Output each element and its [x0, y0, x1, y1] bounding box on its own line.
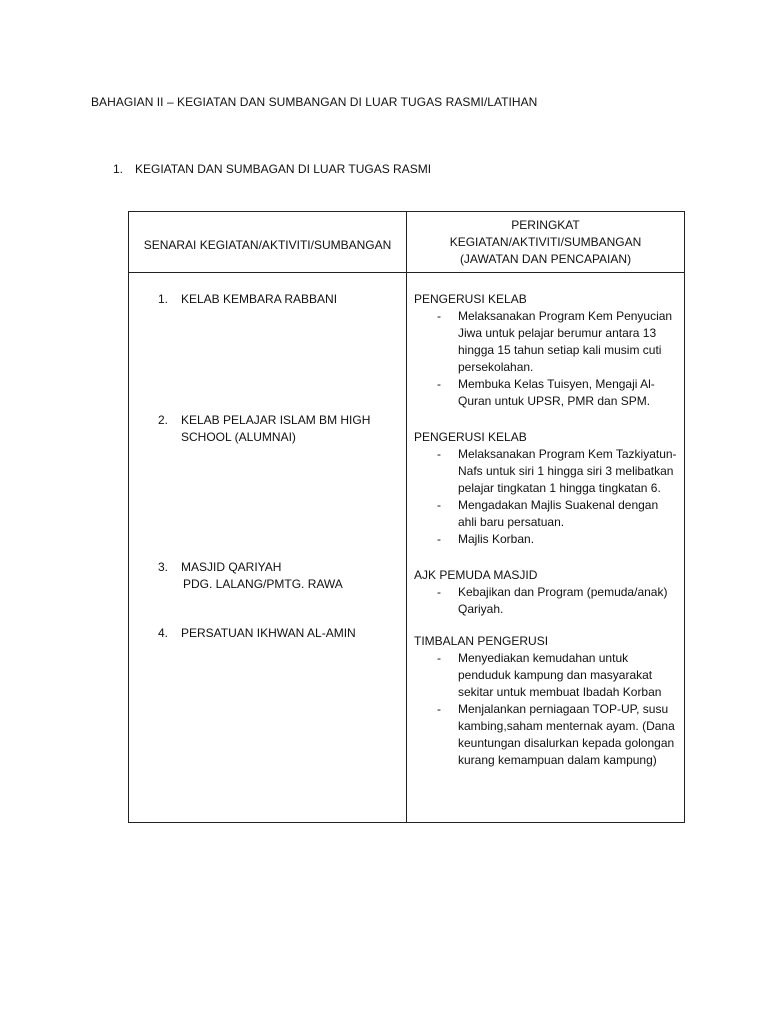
bullet-text: Menjalankan perniagaan TOP-UP, susu kambing,saham menternak ayam. (Dana keuntungan disalurkan kepada golongan kurang kemampuan dalam kampung) [458, 702, 675, 767]
list-item [414, 650, 678, 701]
list-item [414, 497, 678, 531]
section-number: 1. [113, 162, 124, 176]
dash-bullet: - [437, 702, 441, 716]
role-title: PENGERUSI KELAB [414, 292, 527, 306]
table-row [129, 273, 685, 823]
bullet-text: Menyediakan kemudahan untuk penduduk kampung dan masyarakat sekitar untuk membuat Ibadah Korban [458, 651, 662, 699]
section-heading [113, 162, 431, 176]
item-name: MASJID QARIYAH [181, 560, 282, 574]
role-title: PENGERUSI KELAB [414, 430, 527, 444]
list-item [414, 446, 678, 497]
level-block [407, 567, 684, 618]
dash-bullet: - [437, 651, 441, 665]
header-level-line2: KEGIATAN/AKTIVITI/SUMBANGAN [449, 234, 642, 249]
activity-item [129, 559, 406, 593]
section-title: KEGIATAN DAN SUMBAGAN DI LUAR TUGAS RASMI [135, 162, 432, 176]
bullet-text: Melaksanakan Program Kem Tazkiyatun-Nafs untuk siri 1 hingga siri 3 melibatkan pelajar tingkatan 1 hingga tingkatan 6. [458, 447, 677, 495]
bullet-list [414, 308, 678, 410]
header-level-line1: PERINGKAT [511, 217, 580, 232]
list-item [414, 701, 678, 769]
list-item [414, 376, 678, 410]
bullet-list [414, 650, 678, 769]
role-title: TIMBALAN PENGERUSI [414, 634, 549, 648]
header-activity-list: SENARAI KEGIATAN/AKTIVITI/SUMBANGAN [129, 212, 407, 273]
list-item [414, 531, 678, 548]
bullet-list [414, 446, 678, 548]
dash-bullet: - [437, 498, 441, 512]
activity-item [129, 291, 406, 308]
dash-bullet: - [437, 532, 441, 546]
bullet-text: Mengadakan Majlis Suakenal dengan ahli baru persatuan. [458, 498, 659, 529]
header-level-line3: (JAWATAN DAN PENCAPAIAN) [459, 251, 632, 266]
activity-level-cell [407, 273, 685, 823]
bullet-text: Kebajikan dan Program (pemuda/anak) Qariyah. [458, 585, 668, 616]
item-name: PERSATUAN IKHWAN AL-AMIN [181, 626, 356, 640]
activity-list-cell [129, 273, 407, 823]
list-item [414, 308, 678, 376]
role-title: AJK PEMUDA MASJID [414, 568, 538, 582]
level-block [407, 291, 684, 410]
activity-table [128, 211, 685, 823]
dash-bullet: - [437, 309, 441, 323]
item-name: KELAB KEMBARA RABBANI [181, 292, 338, 306]
part-title: BAHAGIAN II – KEGIATAN DAN SUMBANGAN DI LUAR TUGAS RASMI/LATIHAN [91, 95, 538, 109]
list-item [414, 584, 678, 618]
dash-bullet: - [437, 377, 441, 391]
header-activity-level [407, 212, 685, 273]
bullet-text: Majlis Korban. [458, 532, 535, 546]
activity-item [129, 625, 406, 642]
bullet-text: Melaksanakan Program Kem Penyucian Jiwa untuk pelajar berumur antara 13 hingga 15 tahun setiap kali musim cuti persekolahan. [458, 309, 673, 374]
level-block [407, 429, 684, 548]
item-name: KELAB PELAJAR ISLAM BM HIGH SCHOOL (ALUMNAI) [181, 413, 371, 444]
table-header-row [129, 212, 685, 273]
dash-bullet: - [437, 447, 441, 461]
item-number: 3. [158, 560, 169, 574]
dash-bullet: - [437, 585, 441, 599]
item-number: 4. [158, 626, 169, 640]
item-name-line2: PDG. LALANG/PMTG. RAWA [183, 577, 343, 591]
item-number: 2. [158, 413, 169, 427]
bullet-text: Membuka Kelas Tuisyen, Mengaji Al-Quran untuk UPSR, PMR dan SPM. [458, 377, 655, 408]
level-block [407, 633, 684, 769]
bullet-list [414, 584, 678, 618]
item-number: 1. [158, 292, 169, 306]
activity-item [129, 412, 406, 446]
